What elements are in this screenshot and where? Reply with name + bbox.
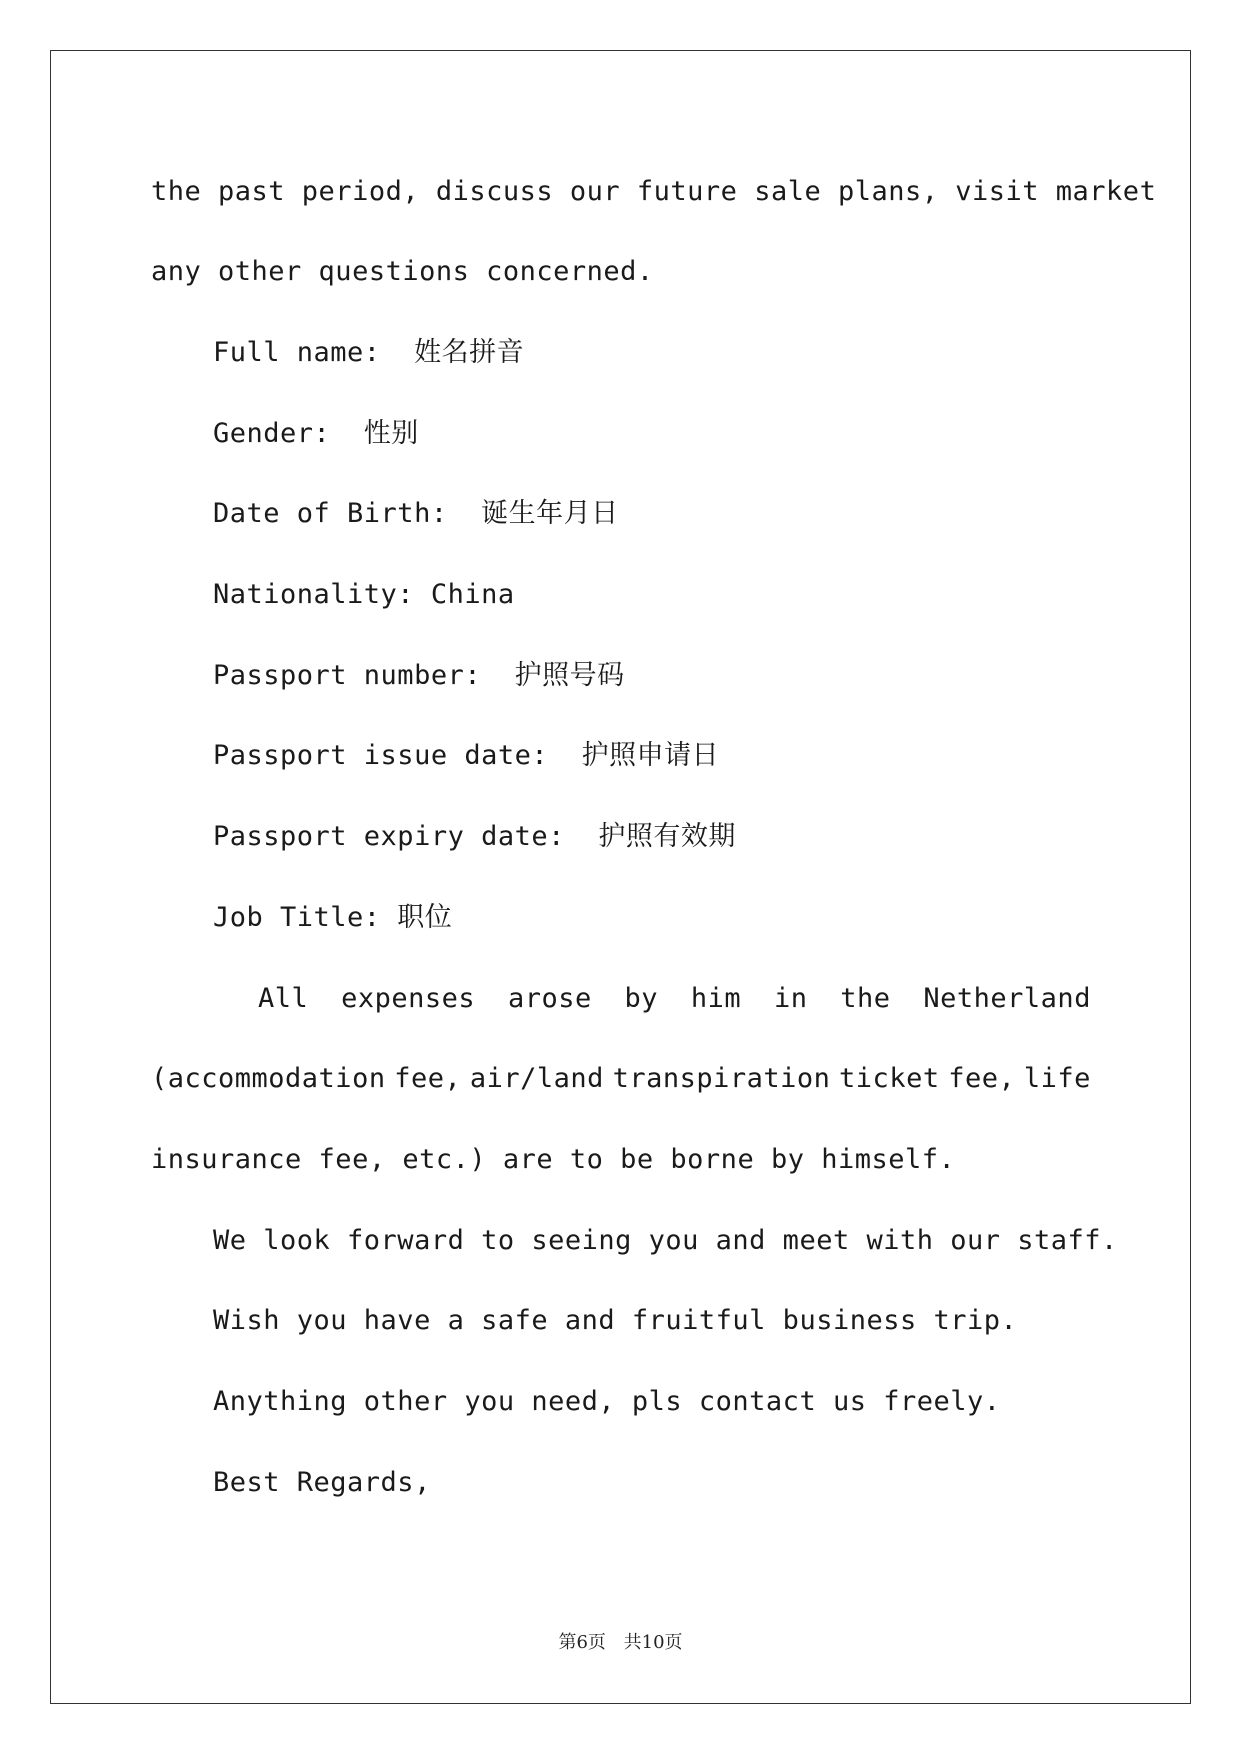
closing-line: Wish you have a safe and fruitful business trip. <box>213 1305 1018 1336</box>
word: expenses <box>341 983 476 1014</box>
sign-off-line: Best Regards, <box>213 1467 431 1498</box>
word: him <box>690 983 742 1014</box>
expenses-line-3: insurance fee, etc.) are to be borne by himself. <box>151 1144 956 1175</box>
nationality-line: Nationality: China <box>213 579 515 610</box>
closing-line: We look forward to seeing you and meet with our staff. <box>213 1225 1118 1256</box>
gender-line: Gender: 性别 <box>213 418 419 449</box>
job-title-line: Job Title: 职位 <box>213 902 453 933</box>
word: transpiration <box>612 1063 831 1094</box>
word: fee, <box>948 1063 1016 1094</box>
page-footer <box>0 1628 1241 1654</box>
body-line: any other questions concerned. <box>151 256 654 287</box>
word: Netherland <box>923 983 1091 1014</box>
word: in <box>773 983 808 1014</box>
word: ticket <box>839 1063 940 1094</box>
date-of-birth-line: Date of Birth: 诞生年月日 <box>213 498 619 529</box>
expenses-line-1 <box>258 981 1091 1017</box>
word: arose <box>507 983 592 1014</box>
word: fee, <box>394 1063 462 1094</box>
word: All <box>258 983 309 1014</box>
word: life <box>1023 1063 1091 1094</box>
word: by <box>624 983 659 1014</box>
passport-issue-date-line: Passport issue date: 护照申请日 <box>213 740 720 771</box>
body-line: the past period, discuss our future sale plans, visit market <box>151 176 1157 207</box>
passport-number-line: Passport number: 护照号码 <box>213 660 625 691</box>
expenses-line-2 <box>151 1061 1091 1097</box>
full-name-line: Full name: 姓名拼音 <box>213 337 525 368</box>
page-total: 共10页 <box>623 1632 683 1653</box>
word: air/land <box>469 1063 604 1094</box>
closing-line: Anything other you need, pls contact us freely. <box>213 1386 1001 1417</box>
page-border <box>50 50 1191 1704</box>
page-number: 第6页 <box>558 1632 606 1653</box>
word: the <box>840 983 891 1014</box>
word: (accommodation <box>151 1063 386 1094</box>
passport-expiry-date-line: Passport expiry date: 护照有效期 <box>213 821 736 852</box>
